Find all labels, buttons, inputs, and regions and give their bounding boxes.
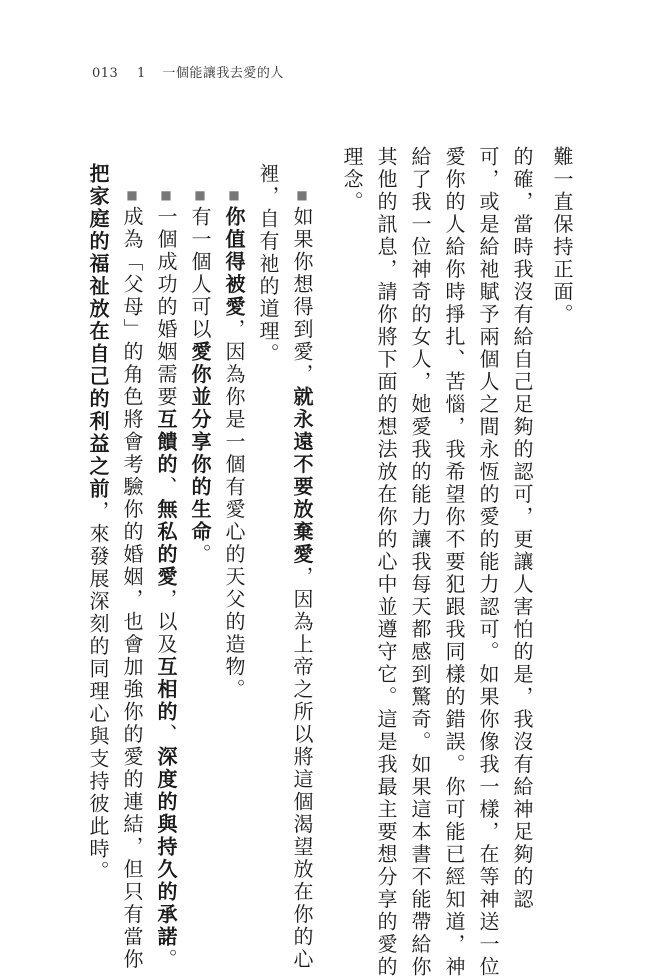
bullet-2-bold-a: 你值得被愛 <box>222 206 246 319</box>
bullet-4-bold-b: 無私的愛 <box>154 498 178 589</box>
bullet-marker: ■ <box>159 188 173 206</box>
bullet-3-text-a: 有一個人可以 <box>188 206 212 341</box>
bullet-item-1-line-2: 裡，自有祂的道理。 <box>256 163 280 366</box>
bullet-marker: ■ <box>193 188 207 206</box>
bullet-item-1 <box>292 188 312 971</box>
bullet-4-text-a: 一個成功的婚姻需要 <box>154 206 178 409</box>
bullet-4-text-b: 、 <box>154 476 178 499</box>
running-header <box>92 62 284 81</box>
bullet-5-bold-line: 把家庭的福祉放在自己的利益之前 <box>86 163 110 501</box>
bullet-4-text-d: 、 <box>154 723 178 746</box>
bullet-marker: ■ <box>295 188 309 206</box>
bullet-marker: ■ <box>227 188 241 206</box>
paragraph-1-line-1: 難一直保持正面。 <box>550 146 574 326</box>
bullet-1-bold-a: 就永遠不要放棄愛 <box>290 386 314 566</box>
bullet-item-3 <box>190 188 210 566</box>
bullet-1-text-a: 如果你想得到愛， <box>290 206 314 386</box>
bullet-3-text-b: 。 <box>188 543 212 566</box>
bullet-4-bold-d: 深度的與持久的承諾 <box>154 746 178 949</box>
bullet-item-5-line-2 <box>88 163 108 883</box>
bullet-marker: ■ <box>125 188 139 206</box>
bullet-3-bold-a: 愛你並分享你的生命 <box>188 341 212 544</box>
bullet-item-2 <box>224 188 244 701</box>
bullet-4-text-c: ，以及 <box>154 588 178 656</box>
bullet-5-text-b: ，來發展深刻的同理心與支持彼此時。 <box>86 500 110 883</box>
chapter-number: 1 <box>136 66 146 81</box>
paragraph-2-line-6: 理念。 <box>340 146 364 214</box>
chapter-title: 一個能讓我去愛的人 <box>162 66 284 81</box>
paragraph-2-line-5: 其他的訊息，請你將下面的想法放在你的心中並遵守它。這是我最主要想分享的愛的 <box>374 146 398 979</box>
bullet-4-bold-c: 互相的 <box>154 656 178 724</box>
bullet-5-text-a: 成為「父母」的角色將會考驗你的婚姻，也會加強你的愛的連結，但只有當你 <box>120 206 144 971</box>
bullet-1-text-b: ，因為上帝之所以將這個渴望放在你的心 <box>290 566 314 971</box>
page-number: 013 <box>92 66 119 81</box>
bullet-2-text-b: ，因為你是一個有愛心的天父的造物。 <box>222 318 246 701</box>
bullet-item-5 <box>122 188 142 971</box>
paragraph-2-line-3: 愛你的人給你時掙扎、苦惱，我希望你不要犯跟我同樣的錯誤。你可能已經知道，神 <box>442 146 466 979</box>
paragraph-2-line-2: 可，或是給祂賦予兩個人之間永恆的愛的能力認可。如果你像我一樣，在等神送一位 <box>476 146 500 979</box>
bullet-4-text-e: 。 <box>154 948 178 971</box>
bullet-item-4 <box>156 188 176 971</box>
paragraph-2-line-1: 的確，當時我沒有給自己足夠的認可，更讓人害怕的是，我沒有給神足夠的認 <box>510 146 534 911</box>
bullet-4-bold-a: 互饋的 <box>154 408 178 476</box>
paragraph-2-line-4: 給了我一位神奇的女人，她愛我的能力讓我每天都感到驚奇。如果這本書不能帶給你 <box>408 146 432 979</box>
